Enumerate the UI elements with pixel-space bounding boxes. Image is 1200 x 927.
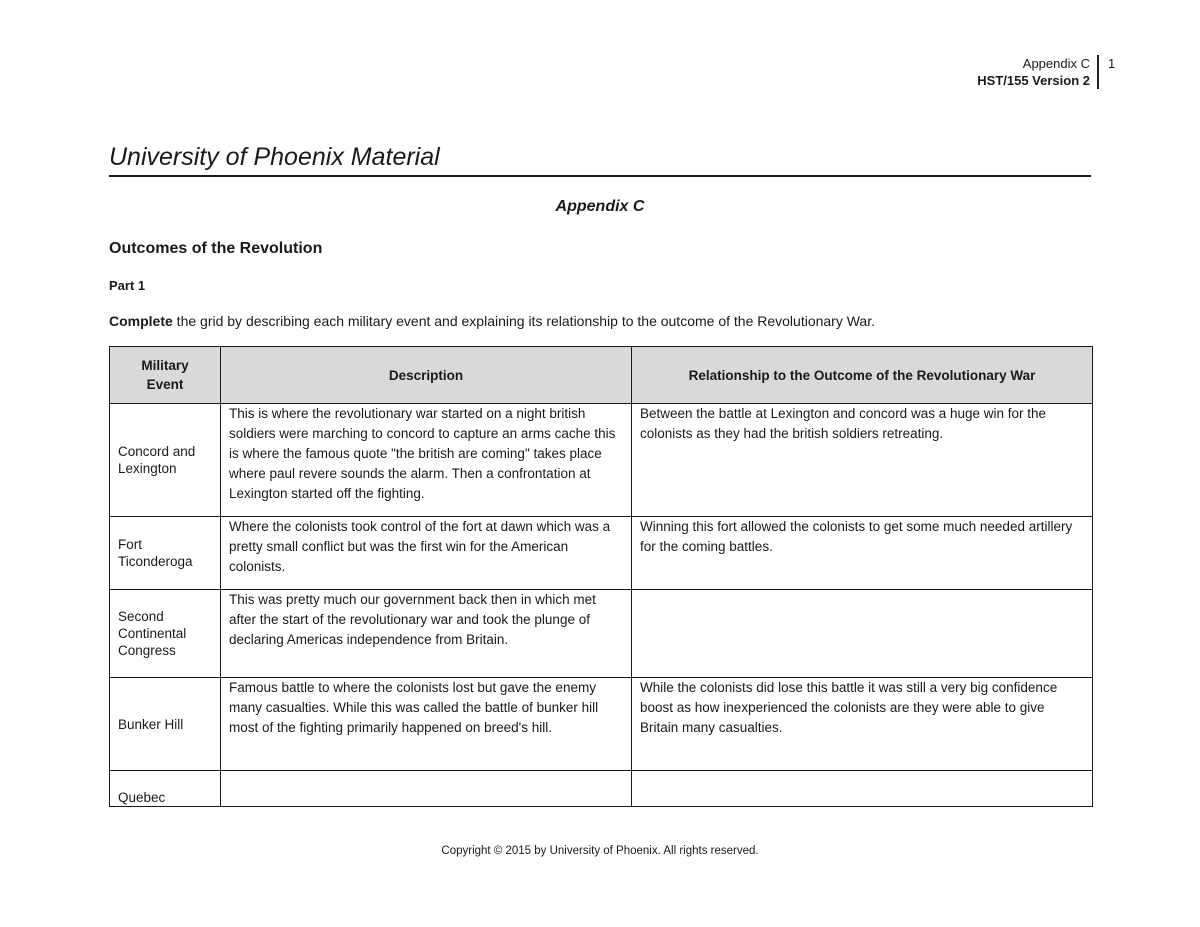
column-header-description: Description	[221, 347, 632, 404]
section-heading: Outcomes of the Revolution	[109, 240, 323, 257]
header-appendix-label: Appendix C	[1022, 56, 1090, 71]
page-header	[940, 55, 1120, 95]
page-number: 1	[1108, 56, 1116, 71]
description-cell: Famous battle to where the colonists lost but gave the enemy many casualties. While this was called the battle of bunker hill most of the fighting primarily happened on breed's hill.	[221, 678, 632, 771]
copyright-footer: Copyright © 2015 by University of Phoenix. All rights reserved.	[441, 845, 759, 857]
column-header-military-event: Military Event	[110, 347, 221, 404]
part-label: Part 1	[109, 278, 146, 293]
document-title: University of Phoenix Material	[109, 140, 1091, 177]
description-cell: This was pretty much our government back then in which met after the start of the revolutionary war and took the plunge of declaring Americas independence from Britain.	[221, 590, 632, 678]
relationship-cell: Winning this fort allowed the colonists to get some much needed artillery for the coming battles.	[632, 517, 1093, 590]
event-cell: Second Continental Congress	[110, 590, 221, 678]
table-header-row	[110, 347, 1093, 404]
description-cell: Where the colonists took control of the fort at dawn which was a pretty small conflict but was the first win for the American colonists.	[221, 517, 632, 590]
appendix-title: Appendix C	[555, 198, 645, 215]
event-cell: Concord and Lexington	[110, 404, 221, 517]
instructions-rest: the grid by describing each military event and explaining its relationship to the outcome of the Revolutionary War.	[172, 313, 875, 329]
event-cell: Fort Ticonderoga	[110, 517, 221, 590]
relationship-cell	[632, 771, 1093, 807]
table-row	[110, 771, 1093, 807]
column-header-relationship: Relationship to the Outcome of the Revolutionary War	[632, 347, 1093, 404]
header-divider	[1097, 55, 1099, 89]
relationship-cell: Between the battle at Lexington and concord was a huge win for the colonists as they had the british soldiers retreating.	[632, 404, 1093, 517]
table-row	[110, 404, 1093, 517]
event-cell: Quebec	[110, 771, 221, 807]
instructions-bold: Complete	[109, 313, 173, 329]
description-cell	[221, 771, 632, 807]
relationship-cell: While the colonists did lose this battle it was still a very big confidence boost as how inexperienced the colonists are they were able to give Britain many casualties.	[632, 678, 1093, 771]
instructions	[109, 313, 875, 329]
table-row	[110, 678, 1093, 771]
description-cell: This is where the revolutionary war started on a night british soldiers were marching to concord to capture an arms cache this is where the famous quote "the british are coming" takes place where paul revere sounds the alarm. Then a confrontation at Lexington started off the fighting.	[221, 404, 632, 517]
header-text	[977, 55, 1090, 89]
outcomes-grid	[109, 346, 1093, 807]
table-row	[110, 517, 1093, 590]
table-row	[110, 590, 1093, 678]
header-course-version: HST/155 Version 2	[977, 73, 1090, 88]
event-cell: Bunker Hill	[110, 678, 221, 771]
relationship-cell	[632, 590, 1093, 678]
